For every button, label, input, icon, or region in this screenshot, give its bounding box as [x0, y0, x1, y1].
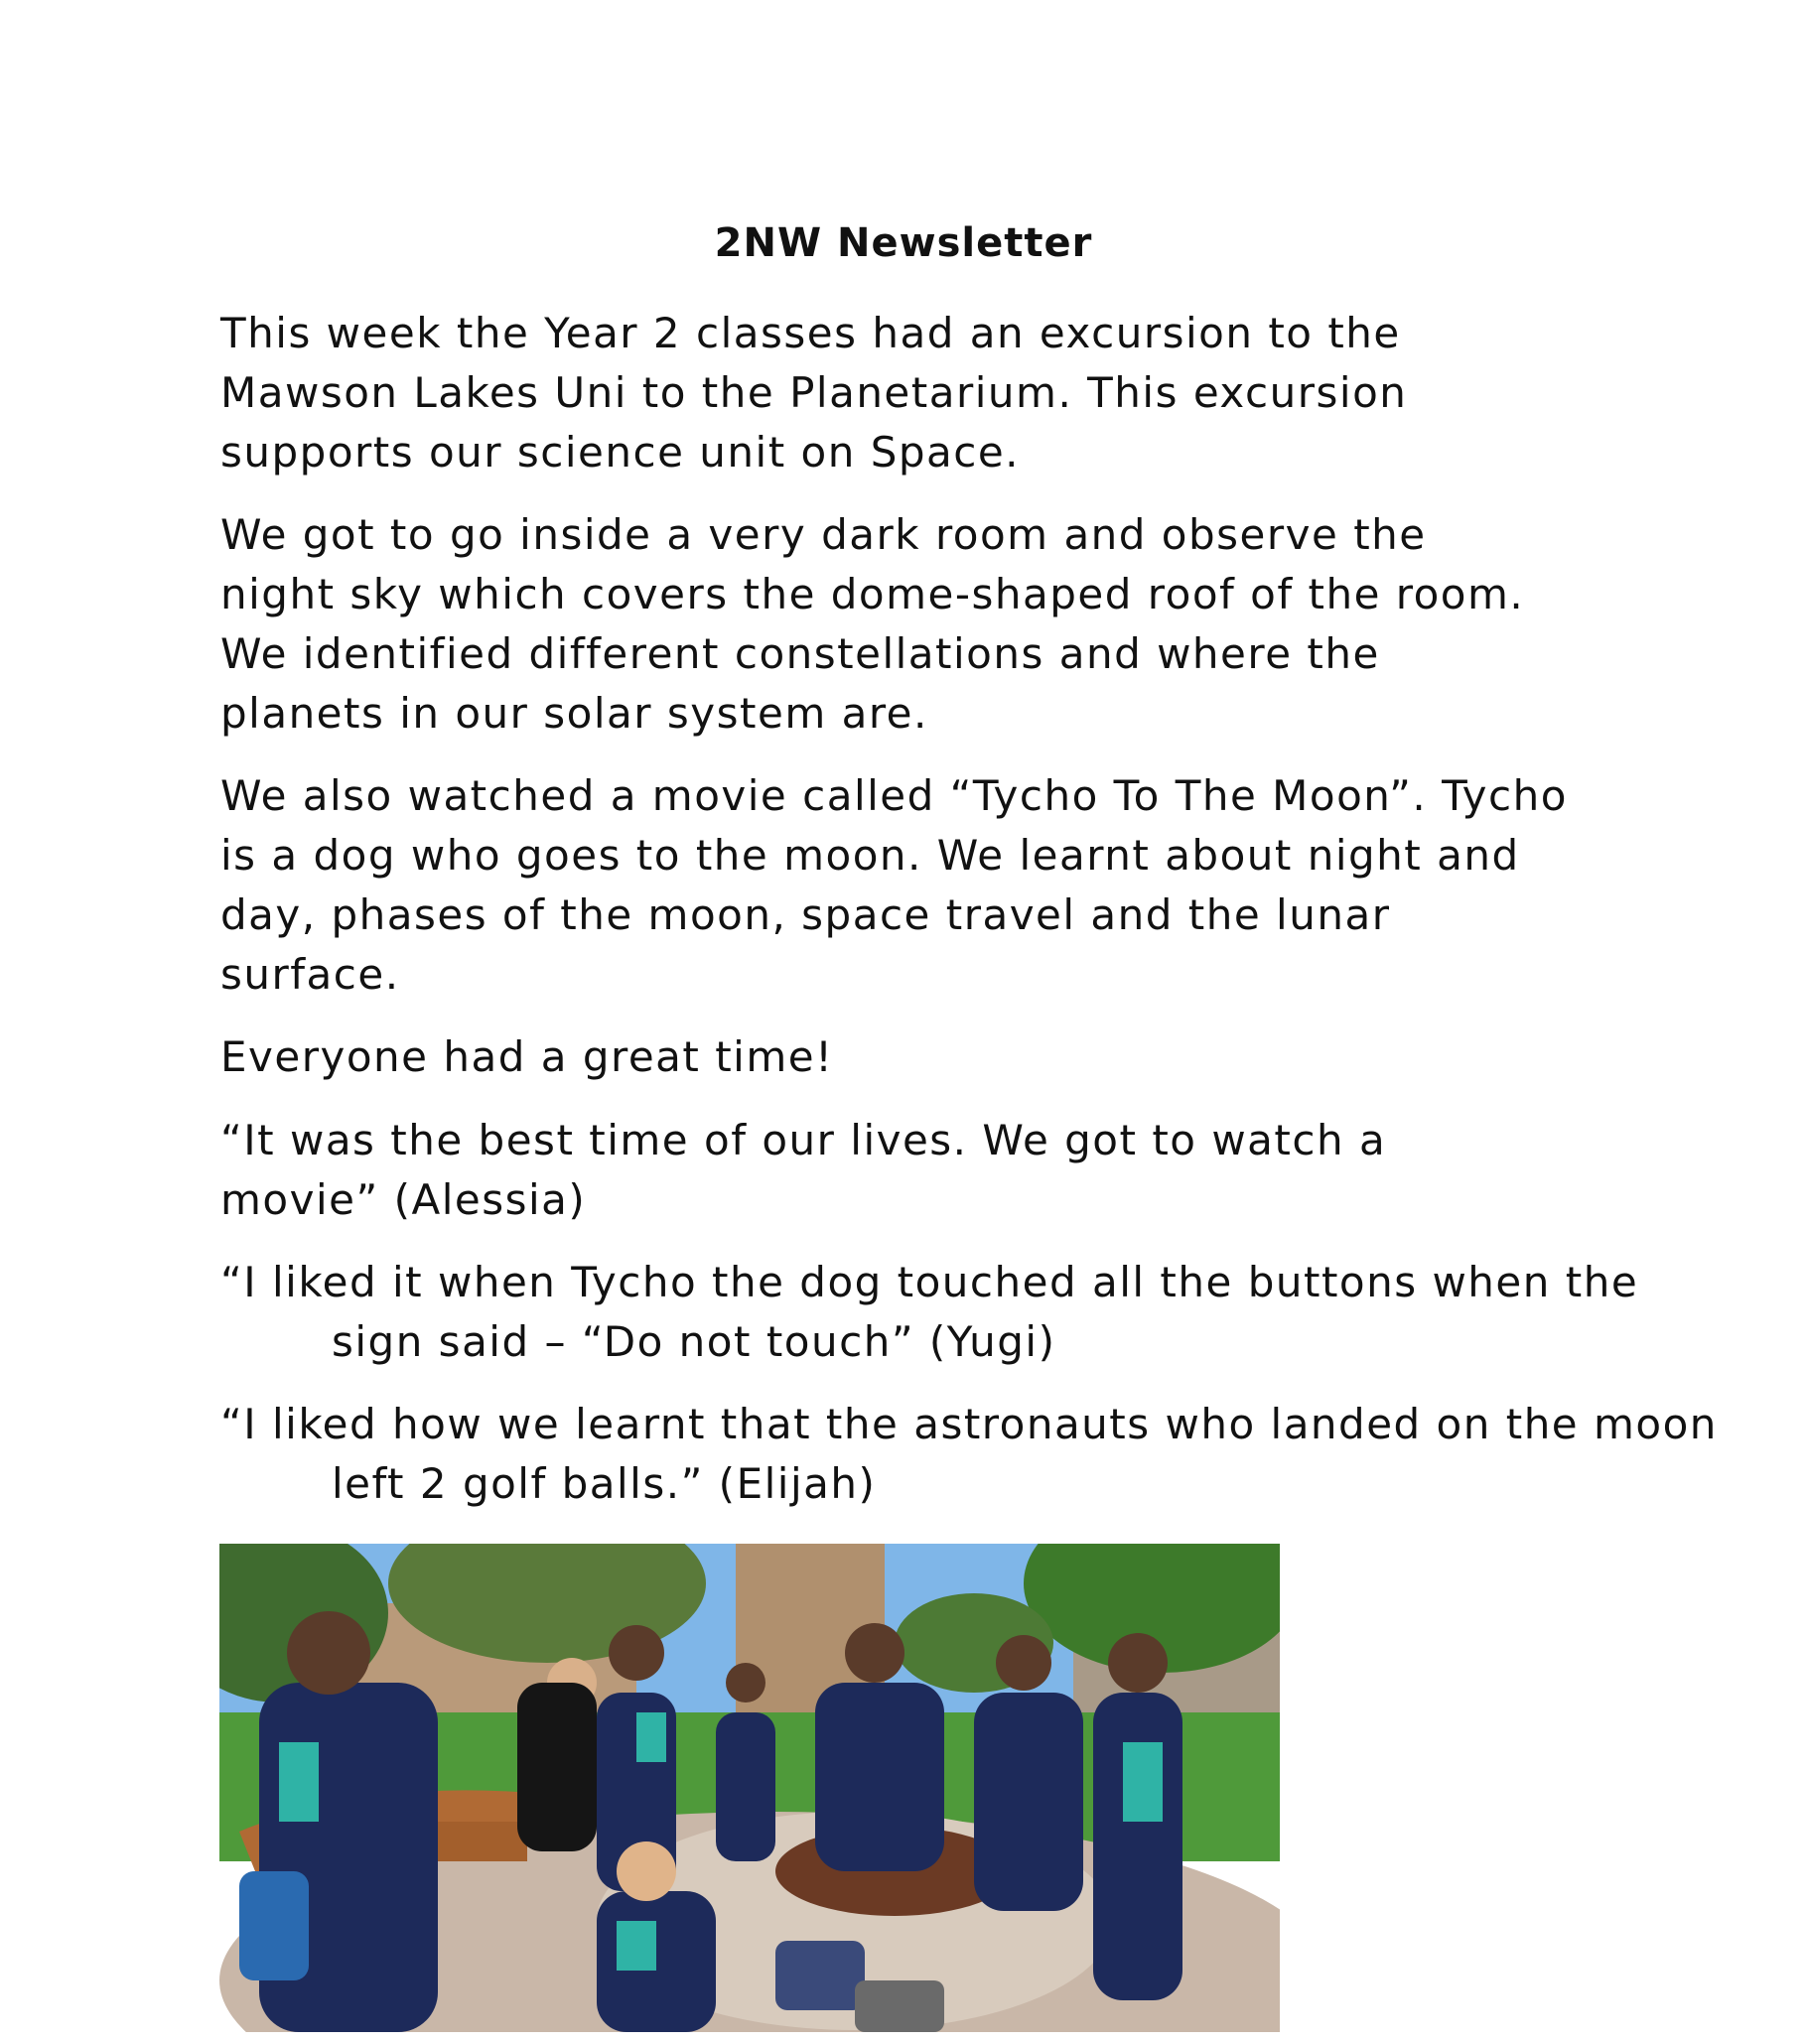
quote-yugi: “I liked it when Tycho the dog touched all the buttons when the sign said – “Do not touch” (Yugi): [220, 1258, 1639, 1366]
paragraph-movie: We also watched a movie called “Tycho To The Moon”. Tycho is a dog who goes to the moon. We learnt about night and day, phases of the moon, space travel and the lunar surface.: [220, 771, 1568, 999]
quote-elijah: “I liked how we learnt that the astronauts who landed on the moon left 2 golf balls.” (Elijah): [220, 1400, 1718, 1508]
quote-alessia: “It was the best time of our lives. We got to watch a movie” (Alessia): [220, 1116, 1387, 1224]
paragraph-excursion-intro: This week the Year 2 classes had an excursion to the Mawson Lakes Uni to the Planetarium. This excursion supports our science unit on Space.: [220, 309, 1408, 477]
paragraph-dark-room: We got to go inside a very dark room and observe the night sky which covers the dome-shaped roof of the room. We identified different constellations and where the planets in our solar system are.: [220, 510, 1525, 738]
newsletter-title: 2NW Newsletter: [714, 220, 1093, 266]
excursion-photo: [219, 1544, 1280, 2032]
paragraph-great-time: Everyone had a great time!: [220, 1032, 834, 1081]
